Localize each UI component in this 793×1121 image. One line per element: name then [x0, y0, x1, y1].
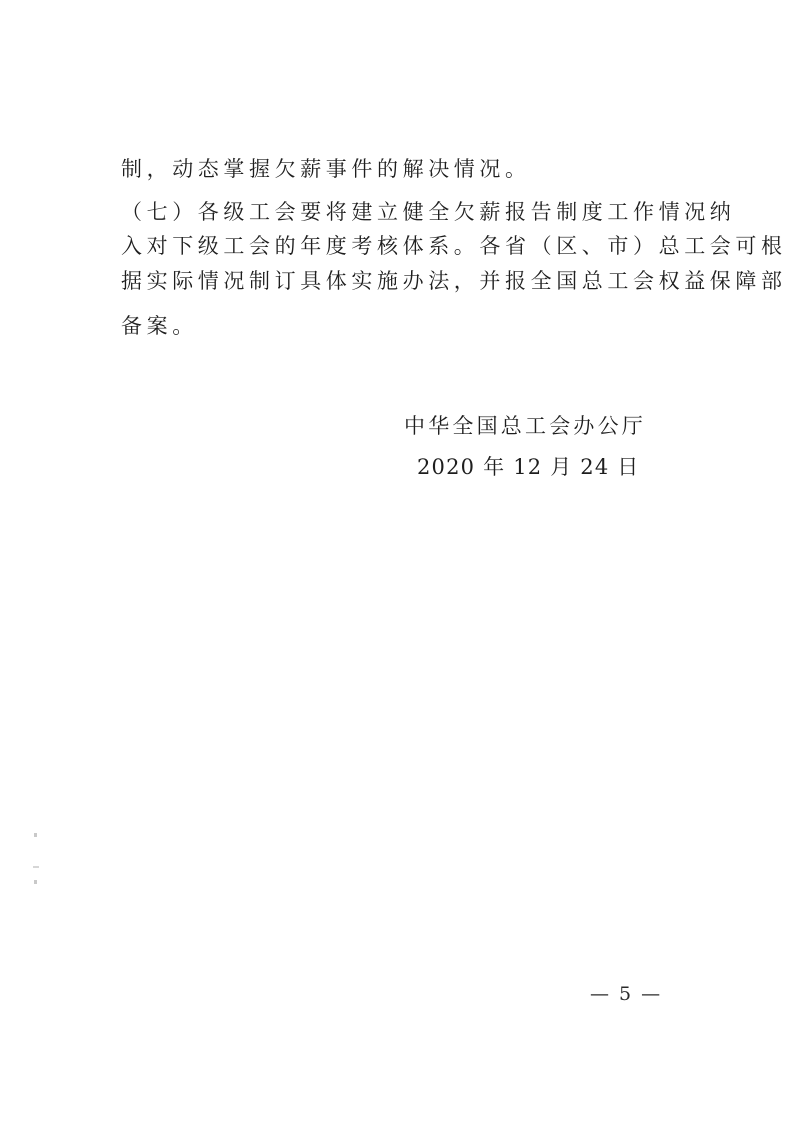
- paragraph-line: （七）各级工会要将建立健全欠薪报告制度工作情况纳: [121, 200, 736, 224]
- page-number: — 5 —: [590, 983, 663, 1005]
- paragraph-line: 备案。: [121, 314, 198, 338]
- paragraph-line: 入对下级工会的年度考核体系。各省（区、市）总工会可根: [121, 234, 787, 258]
- scan-artifact: [34, 833, 37, 837]
- paragraph-line: 制，动态掌握欠薪事件的解决情况。: [121, 157, 531, 181]
- signature-date: 2020 年 12 月 24 日: [417, 455, 640, 479]
- scan-artifact: [33, 866, 39, 868]
- signature-organization: 中华全国总工会办公厅: [404, 414, 646, 438]
- scan-artifact: [34, 880, 37, 884]
- paragraph-line: 据实际情况制订具体实施办法，并报全国总工会权益保障部: [121, 269, 787, 293]
